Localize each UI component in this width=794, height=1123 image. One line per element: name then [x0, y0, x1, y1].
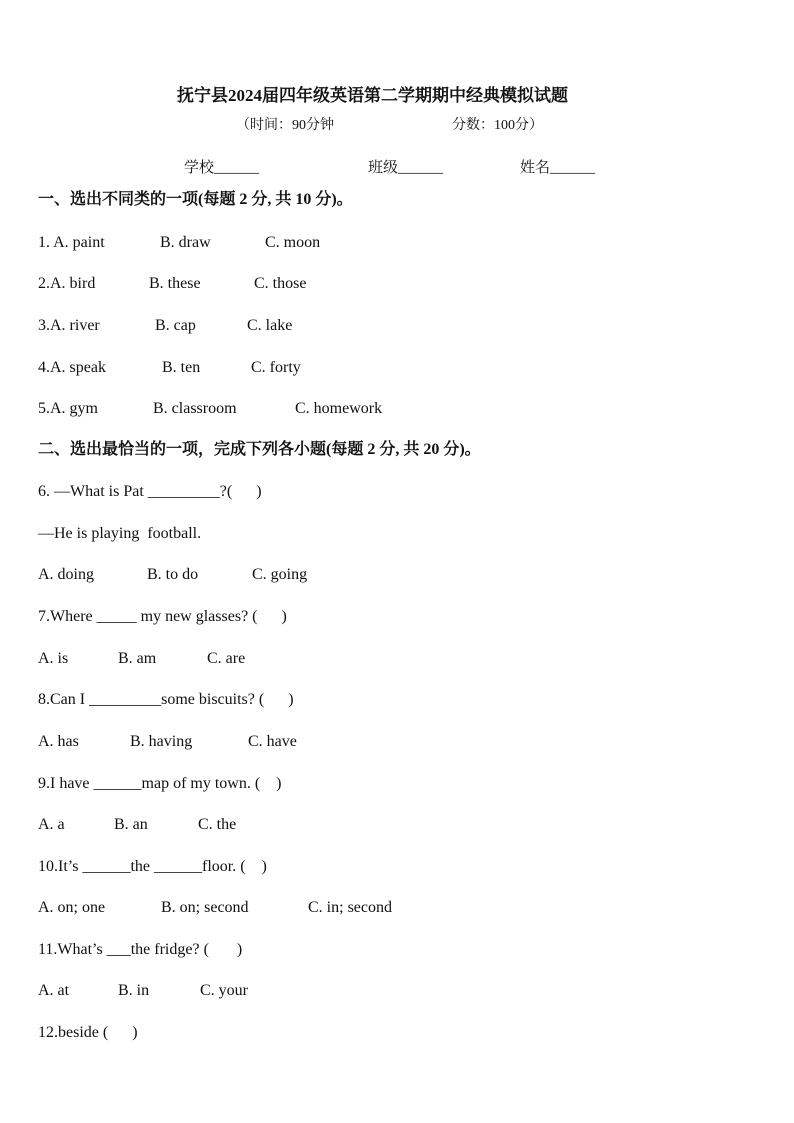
- question-6-option-c: C. going: [252, 566, 308, 583]
- question-7: 7.Where _____ my new glasses? ( ): [38, 608, 287, 625]
- question-5-b: B. classroom: [153, 400, 237, 417]
- question-11: 11.What’s ___the fridge? ( ): [38, 941, 243, 958]
- question-3-a: 3.A. river: [38, 317, 100, 334]
- question-1-b: B. draw: [160, 234, 211, 251]
- question-11-option-a: A. at: [38, 982, 70, 999]
- question-10: 10.It’s ______the ______floor. ( ): [38, 858, 267, 875]
- question-8-option-c: C. have: [248, 733, 297, 750]
- question-8-option-a: A. has: [38, 733, 79, 750]
- question-11-option-b: B. in: [118, 982, 150, 999]
- question-7-option-a: A. is: [38, 650, 69, 667]
- question-6-option-b: B. to do: [147, 566, 199, 583]
- question-6-answer: —He is playing football.: [38, 525, 202, 542]
- question-9: 9.I have ______map of my town. ( ): [38, 775, 282, 792]
- question-9-option-a: A. a: [38, 816, 65, 833]
- document-title: 抚宁县2024届四年级英语第二学期期中经典模拟试题: [177, 86, 568, 105]
- question-5-a: 5.A. gym: [38, 400, 98, 417]
- question-4-c: C. forty: [251, 359, 301, 376]
- question-7-option-c: C. are: [207, 650, 246, 667]
- exam-score: 分数：100分）: [452, 118, 543, 133]
- question-3-b: B. cap: [155, 317, 196, 334]
- question-11-option-c: C. your: [200, 982, 248, 999]
- question-5-c: C. homework: [295, 400, 383, 417]
- section2-heading: 二、选出最恰当的一项，完成下列各小题(每题 2 分, 共 20 分)。: [38, 441, 481, 458]
- question-9-option-b: B. an: [114, 816, 148, 833]
- question-1-c: C. moon: [265, 234, 321, 251]
- question-2-b: B. these: [149, 275, 201, 292]
- question-10-option-c: C. in; second: [308, 899, 392, 916]
- question-2-c: C. those: [254, 275, 307, 292]
- name-field: 姓名______: [520, 160, 596, 176]
- question-8: 8.Can I _________some biscuits? ( ): [38, 691, 294, 708]
- question-8-option-b: B. having: [130, 733, 193, 750]
- school-field: 学校______: [184, 160, 260, 176]
- question-6: 6. —What is Pat _________?( ): [38, 483, 262, 500]
- section1-heading: 一、选出不同类的一项(每题 2 分, 共 10 分)。: [38, 191, 353, 208]
- question-6-option-a: A. doing: [38, 566, 94, 583]
- question-4-b: B. ten: [162, 359, 201, 376]
- exam-time: （时间：90分钟: [236, 118, 334, 133]
- question-12: 12.beside ( ): [38, 1024, 138, 1041]
- question-1-a: 1. A. paint: [38, 234, 105, 251]
- question-9-option-c: C. the: [198, 816, 237, 833]
- question-4-a: 4.A. speak: [38, 359, 106, 376]
- question-3-c: C. lake: [247, 317, 293, 334]
- question-10-option-b: B. on; second: [161, 899, 249, 916]
- class-field: 班级______: [368, 160, 444, 176]
- question-10-option-a: A. on; one: [38, 899, 106, 916]
- question-7-option-b: B. am: [118, 650, 157, 667]
- question-2-a: 2.A. bird: [38, 275, 96, 292]
